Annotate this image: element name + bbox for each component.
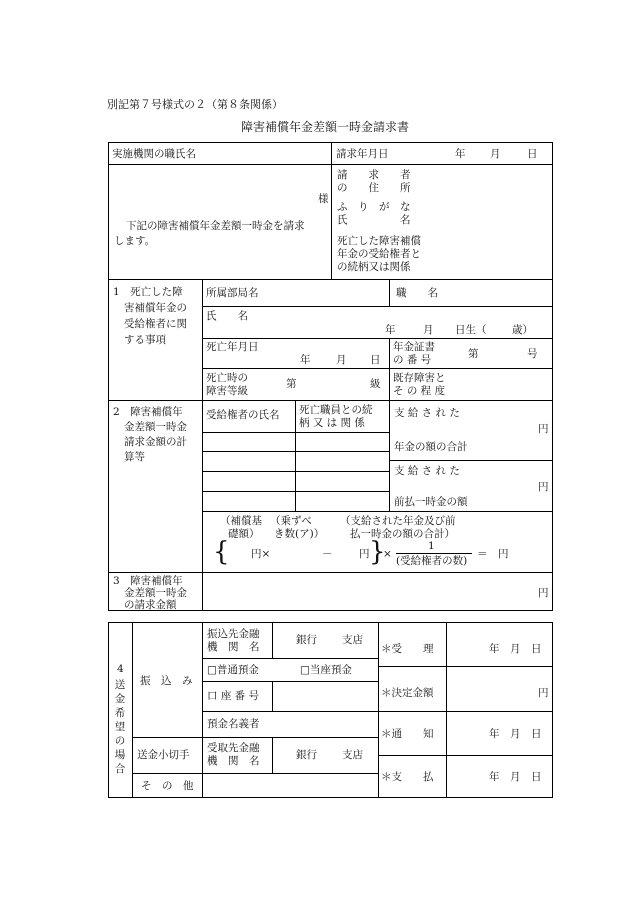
- prior-disability-1: 既存障害と: [393, 372, 446, 384]
- recv-branch-suffix: 支店: [342, 749, 363, 761]
- grade-label-2: 障害等級: [206, 385, 248, 397]
- kana-label: ふ り が な: [337, 201, 411, 213]
- cert-label-1: 年金証書: [393, 341, 435, 353]
- formula-c1: （支給された年金及び前: [340, 515, 456, 527]
- sec2-heading-1: 2 障害補償年: [113, 406, 183, 418]
- brace-right: }: [369, 537, 386, 567]
- birth-month: 月: [423, 324, 434, 336]
- payment-label: ＊支 払: [381, 771, 434, 783]
- death-date-label: 死亡年月日: [206, 341, 259, 353]
- formula-yen-3: 円: [498, 548, 509, 560]
- death-year: 年: [300, 354, 311, 366]
- recv-bank-label-1: 受取先金融: [207, 742, 260, 754]
- formula-times: ×: [383, 548, 392, 560]
- formula-a1: （補償基: [220, 515, 262, 527]
- dept-label: 所属部局名: [206, 287, 259, 299]
- sec2-heading-3: 請求金額の計: [124, 436, 187, 448]
- grade-dai: 第: [286, 378, 297, 390]
- sec1-heading-4: する事項: [124, 334, 166, 346]
- form-number: 別記第７号様式の２（第８条関係）: [107, 98, 283, 111]
- deceased-name-label: 氏 名: [206, 310, 248, 322]
- deceased-relation-1: 死亡職員との続: [299, 404, 373, 416]
- honorific: 様: [318, 193, 329, 205]
- formula-c2: 払一時金の額の合計）: [350, 528, 455, 540]
- formula-b1: （乗ずべ: [270, 515, 312, 527]
- birth-day: 日生（: [455, 324, 487, 336]
- sec2-heading-4: 算等: [124, 451, 145, 463]
- accept-date: 年 月 日: [489, 643, 542, 655]
- age-label: 歳）: [512, 324, 533, 336]
- check-label: 送金小切手: [137, 749, 190, 761]
- bank-label-2: 機 関 名: [207, 641, 260, 653]
- req-year: 年: [455, 148, 466, 160]
- cert-label-2: の 番 号: [393, 354, 432, 366]
- accept-label: ＊受 理: [381, 643, 434, 655]
- claimant-name-label: 氏 名: [337, 214, 411, 226]
- formula-equals: ＝: [477, 548, 488, 560]
- current-deposit-checkbox[interactable]: □当座預金: [300, 664, 352, 676]
- notice-date: 年 月 日: [489, 728, 542, 740]
- sec3-heading-1: 3 障害補償年: [113, 575, 183, 587]
- cert-dai: 第: [468, 348, 479, 360]
- formula-yen-x: 円×: [251, 548, 271, 560]
- birth-year: 年: [385, 324, 396, 336]
- recipient-name-label: 受給権者の氏名: [206, 409, 280, 421]
- job-title-label: 職 名: [396, 287, 438, 299]
- recv-bank-suffix: 銀行: [296, 749, 317, 761]
- req-day: 日: [527, 148, 538, 160]
- relation-label-3: の続柄又は関係: [337, 261, 411, 273]
- grade-label-1: 死亡時の: [206, 372, 248, 384]
- ordinary-deposit-checkbox[interactable]: □普通預金: [207, 664, 259, 676]
- decided-yen: 円: [538, 687, 549, 699]
- paid-label-1: 支 給 さ れ た: [394, 407, 460, 419]
- account-number-label: 口 座 番 号: [207, 690, 260, 702]
- remittance-table: [108, 622, 553, 798]
- sec1-heading-3: 受給権者に関: [124, 318, 187, 330]
- branch-suffix: 支店: [342, 634, 363, 646]
- formula-minus: －: [322, 548, 333, 560]
- pension-total-label: 年金の額の合計: [394, 441, 468, 453]
- formula-b2: き数(ア)）: [274, 528, 325, 540]
- prior-disability-2: そ の 程 度: [393, 385, 446, 397]
- relation-label-2: 年金の受給権者と: [337, 248, 421, 260]
- sec4-vertical-heading: 送金希望の場合: [114, 679, 126, 775]
- request-text-1: 下記の障害補償年金差額一時金を請求: [126, 220, 305, 232]
- bank-label-1: 振込先金融: [207, 628, 260, 640]
- request-date-label: 請求年月日: [336, 148, 389, 160]
- death-day: 日: [370, 354, 381, 366]
- advance-yen: 円: [538, 481, 549, 493]
- sec3-yen: 円: [538, 587, 549, 599]
- bank-suffix: 銀行: [296, 634, 317, 646]
- pension-yen: 円: [538, 423, 549, 435]
- payment-date: 年 月 日: [489, 771, 542, 783]
- recv-bank-label-2: 機 関 名: [207, 755, 260, 767]
- brace-left: {: [213, 537, 230, 567]
- decided-amount-label: ＊決定金額: [381, 687, 434, 699]
- deceased-relation-2: 柄 又 は 関 係: [299, 417, 365, 429]
- agency-label: 実施機関の職氏名: [112, 148, 196, 160]
- paid-label-2: 支 給 さ れ た: [394, 465, 460, 477]
- formula-a2: 礎額）: [228, 528, 260, 540]
- sec1-heading-1: 1 死亡した障: [113, 286, 183, 298]
- relation-label-1: 死亡した障害補償: [337, 235, 421, 247]
- form-title: 障害補償年金差額一時金請求書: [241, 120, 410, 134]
- request-text-2: します。: [114, 235, 156, 247]
- sec3-heading-3: の請求金額: [124, 599, 177, 611]
- sec1-heading-2: 害補償年金の: [124, 302, 187, 314]
- notice-label: ＊通 知: [381, 728, 434, 740]
- sec4-number: 4: [117, 663, 124, 675]
- claimant-address-label-1: 請 求 者: [337, 169, 411, 181]
- sec2-heading-2: 金差額一時金: [124, 421, 187, 433]
- formula-one: 1: [428, 540, 435, 552]
- advance-total-label: 前払一時金の額: [394, 496, 468, 508]
- account-holder-label: 預金名義者: [207, 718, 260, 730]
- req-month: 月: [490, 148, 501, 160]
- formula-yen-2: 円: [359, 548, 370, 560]
- cert-go: 号: [527, 348, 538, 360]
- death-month: 月: [336, 354, 347, 366]
- grade-kyu: 級: [370, 378, 381, 390]
- claimant-address-label-2: の 住 所: [337, 182, 411, 194]
- sec3-heading-2: 金差額一時金: [124, 587, 187, 599]
- formula-denominator: (受給権者の数): [396, 555, 468, 567]
- transfer-label: 振 込 み: [140, 675, 193, 687]
- other-label: そ の 他: [141, 780, 194, 792]
